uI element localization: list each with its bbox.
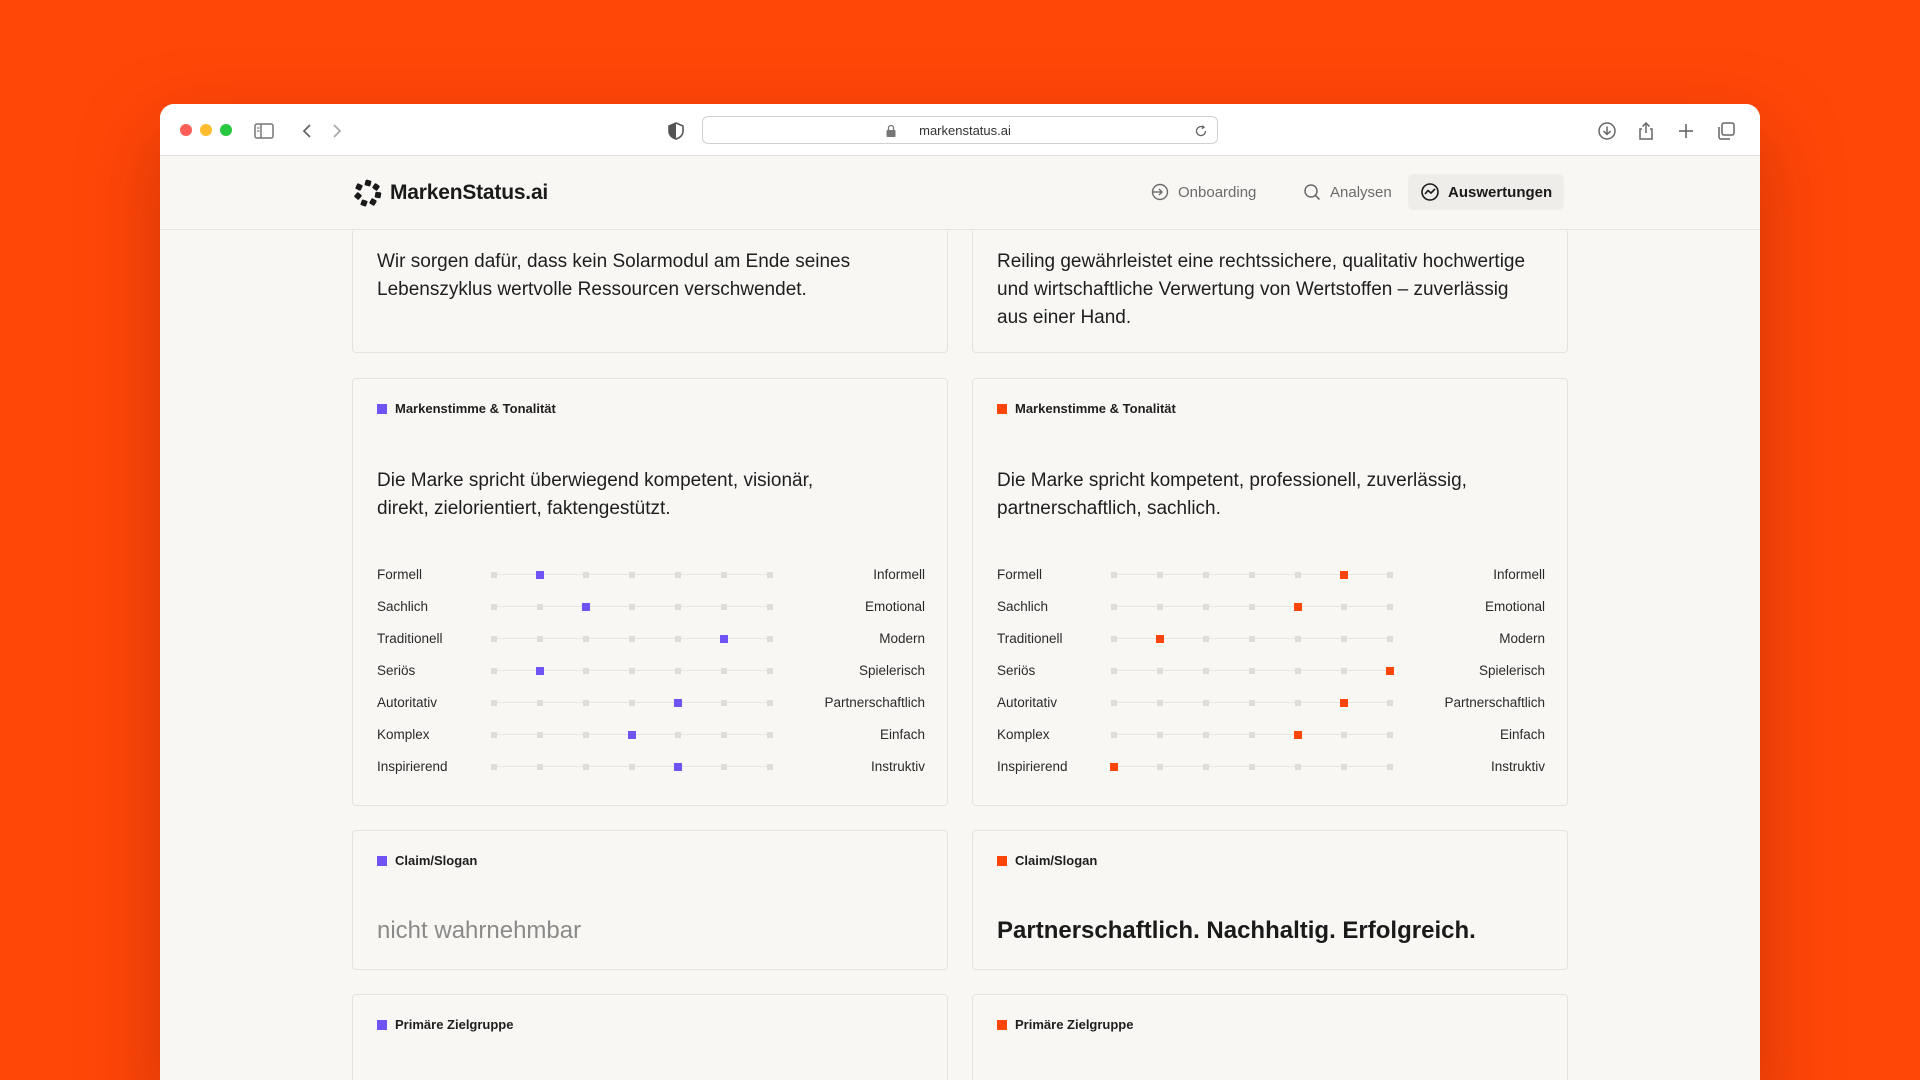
scale-dot — [1387, 732, 1393, 738]
scale-dot — [1387, 572, 1393, 578]
scale-marker — [582, 603, 590, 611]
scale-right-label: Modern — [1499, 631, 1545, 646]
scale-right-label: Instruktiv — [1490, 759, 1545, 774]
scale-dot — [491, 700, 497, 706]
tab-overview-icon[interactable] — [1715, 120, 1737, 142]
scale-right-label: Spielerisch — [1478, 663, 1545, 678]
audience-label-a — [377, 1017, 513, 1032]
scale-left-label: Traditionell — [377, 631, 443, 646]
tone-scale-row — [997, 597, 1545, 617]
scale-dot — [1341, 764, 1347, 770]
scale-dot — [675, 636, 681, 642]
scale-dot — [721, 732, 727, 738]
scale-left-label: Formell — [377, 567, 423, 582]
scale-marker — [674, 699, 682, 707]
tone-scale-row — [997, 725, 1545, 745]
scale-dot — [675, 732, 681, 738]
claim-label-b — [997, 853, 1097, 868]
scale-dot — [1341, 668, 1347, 674]
scale-right-label: Einfach — [879, 727, 925, 742]
scale-dot — [1111, 604, 1117, 610]
scale-dot — [675, 668, 681, 674]
scale-dot — [1341, 604, 1347, 610]
address-bar[interactable] — [702, 116, 1218, 144]
close-window-button[interactable] — [180, 124, 192, 136]
scale-dot — [1111, 732, 1117, 738]
scale-left-label: Komplex — [997, 727, 1050, 742]
scale-dot — [675, 572, 681, 578]
scale-right-label: Spielerisch — [858, 663, 925, 678]
scale-dot — [1203, 700, 1209, 706]
scale-dot — [629, 636, 635, 642]
scale-dot — [1295, 636, 1301, 642]
color-square-icon — [997, 1020, 1007, 1030]
color-square-icon — [997, 404, 1007, 414]
scale-right-label: Informell — [873, 567, 925, 582]
scale-right-label: Emotional — [864, 599, 925, 614]
scale-left-label: Autoritativ — [377, 695, 438, 710]
new-tab-icon[interactable] — [1675, 120, 1697, 142]
scale-dot — [1387, 764, 1393, 770]
sidebar-toggle-icon[interactable] — [253, 120, 275, 142]
scale-dot — [1341, 732, 1347, 738]
scale-dot — [1203, 668, 1209, 674]
scale-dot — [1387, 636, 1393, 642]
scale-marker — [1156, 635, 1164, 643]
scale-marker — [1294, 731, 1302, 739]
scale-dot — [1249, 764, 1255, 770]
scale-left-label: Inspirierend — [377, 759, 448, 774]
nav-analysen[interactable] — [1290, 174, 1404, 210]
scale-marker — [1110, 763, 1118, 771]
voice-text-a: Die Marke spricht überwiegend kompetent, visionär, direkt, zielorientiert, faktengestützt. — [377, 470, 814, 519]
scale-dot — [767, 636, 773, 642]
tone-scale-row — [377, 693, 925, 713]
scale-dot — [491, 636, 497, 642]
scale-left-label: Formell — [997, 567, 1043, 582]
scale-dot — [1203, 732, 1209, 738]
nav-auswertungen-label: Auswertungen — [1448, 183, 1553, 201]
scale-marker — [536, 667, 544, 675]
scale-dot — [767, 700, 773, 706]
claim-label-text-b: Claim/Slogan — [1015, 853, 1098, 868]
scale-dot — [583, 668, 589, 674]
scale-dot — [491, 732, 497, 738]
scale-dot — [1249, 636, 1255, 642]
tone-scale-row — [377, 757, 925, 777]
minimize-window-button[interactable] — [200, 124, 212, 136]
scale-dot — [537, 764, 543, 770]
scale-dot — [1387, 700, 1393, 706]
privacy-shield-icon[interactable] — [665, 120, 687, 142]
voice-label-a — [377, 401, 556, 416]
share-icon[interactable] — [1635, 120, 1657, 142]
scale-dot — [629, 572, 635, 578]
scale-dot — [537, 604, 543, 610]
claim-text-b: Partnerschaftlich. Nachhaltig. Erfolgreich. — [997, 917, 1476, 944]
tone-scale-row — [377, 597, 925, 617]
scale-marker — [1340, 699, 1348, 707]
color-square-icon — [377, 856, 387, 866]
search-icon — [1302, 182, 1322, 202]
claim-text-a: nicht wahrnehmbar — [377, 917, 582, 944]
scale-dot — [721, 700, 727, 706]
scale-right-label: Partnerschaftlich — [824, 695, 925, 710]
mission-card-a — [352, 231, 948, 353]
download-icon[interactable] — [1596, 120, 1618, 142]
claim-label-a — [377, 853, 477, 868]
scale-dot — [767, 668, 773, 674]
scale-dot — [1157, 732, 1163, 738]
color-square-icon — [997, 856, 1007, 866]
scale-marker — [536, 571, 544, 579]
browser-window — [160, 104, 1760, 1080]
color-square-icon — [377, 1020, 387, 1030]
color-square-icon — [377, 404, 387, 414]
scale-dot — [491, 604, 497, 610]
tone-scale-row — [997, 565, 1545, 585]
scale-left-label: Komplex — [377, 727, 430, 742]
scale-dot — [583, 764, 589, 770]
scale-dot — [1203, 572, 1209, 578]
voice-label-b — [997, 401, 1176, 416]
scale-dot — [629, 700, 635, 706]
scale-dot — [767, 732, 773, 738]
mission-text-a: Wir sorgen dafür, dass kein Solarmodul am Ende seines Lebenszyklus wertvolle Ressourcen verschwendet. — [377, 251, 851, 300]
scale-dot — [1157, 764, 1163, 770]
trend-circle-icon — [1420, 182, 1440, 202]
scale-dot — [1249, 604, 1255, 610]
scale-right-label: Informell — [1493, 567, 1545, 582]
tone-scale-row — [997, 661, 1545, 681]
scale-dot — [767, 764, 773, 770]
scale-dot — [583, 572, 589, 578]
scale-marker — [1340, 571, 1348, 579]
scale-dot — [1203, 636, 1209, 642]
scale-right-label: Einfach — [1499, 727, 1545, 742]
scale-dot — [1295, 700, 1301, 706]
scale-dot — [1157, 572, 1163, 578]
scale-dot — [1111, 636, 1117, 642]
audience-card-b — [972, 994, 1568, 1080]
scale-right-label: Modern — [879, 631, 925, 646]
tone-scale-row — [377, 565, 925, 585]
scale-dot — [583, 700, 589, 706]
scale-marker — [1386, 667, 1394, 675]
scale-dot — [1157, 700, 1163, 706]
claim-card-b — [972, 830, 1568, 970]
voice-text-b: Die Marke spricht kompetent, professionell, zuverlässig, partnerschaftlich, sachlich. — [997, 470, 1467, 519]
scale-dot — [767, 572, 773, 578]
tone-scale-row — [377, 629, 925, 649]
scale-dot — [537, 732, 543, 738]
scale-dot — [1295, 572, 1301, 578]
tone-scale-row — [997, 757, 1545, 777]
scale-right-label: Emotional — [1484, 599, 1545, 614]
zoom-window-button[interactable] — [220, 124, 232, 136]
scale-dot — [767, 604, 773, 610]
scale-dot — [1111, 668, 1117, 674]
scale-dot — [629, 668, 635, 674]
scale-dot — [1111, 572, 1117, 578]
reload-icon[interactable] — [1193, 123, 1209, 139]
scale-dot — [721, 572, 727, 578]
nav-onboarding-label: Onboarding — [1178, 183, 1257, 201]
scale-dot — [537, 636, 543, 642]
mission-card-b — [972, 231, 1568, 353]
scale-dot — [721, 668, 727, 674]
tone-scale-row — [377, 661, 925, 681]
url-text: markenstatus.ai — [919, 123, 1011, 138]
scale-dot — [537, 700, 543, 706]
scale-marker — [628, 731, 636, 739]
logo[interactable] — [354, 178, 548, 208]
tone-scale-row — [997, 693, 1545, 713]
scale-dot — [1249, 668, 1255, 674]
app-header — [160, 156, 1760, 230]
scale-dot — [1203, 764, 1209, 770]
scale-dot — [629, 764, 635, 770]
scale-left-label: Seriös — [997, 663, 1036, 678]
logo-text: MarkenStatus.ai — [390, 181, 549, 204]
scale-dot — [1249, 572, 1255, 578]
scale-dot — [1295, 668, 1301, 674]
audience-label-text-a: Primäre Zielgruppe — [395, 1017, 514, 1032]
audience-label-text-b: Primäre Zielgruppe — [1015, 1017, 1134, 1032]
scale-left-label: Sachlich — [377, 599, 429, 614]
tone-scale-row — [377, 725, 925, 745]
scale-dot — [1295, 764, 1301, 770]
audience-label-b — [997, 1017, 1133, 1032]
scale-dot — [1387, 604, 1393, 610]
forward-arrow-icon[interactable] — [326, 120, 348, 142]
voice-card-a — [352, 378, 948, 806]
arrow-circle-right-icon — [1150, 182, 1170, 202]
scale-dot — [583, 732, 589, 738]
scale-dot — [1111, 700, 1117, 706]
scale-dot — [583, 636, 589, 642]
scale-left-label: Seriös — [377, 663, 416, 678]
scale-dot — [1341, 636, 1347, 642]
browser-toolbar — [160, 104, 1760, 156]
voice-label-text-b: Markenstimme & Tonalität — [1015, 401, 1176, 416]
scale-right-label: Instruktiv — [870, 759, 925, 774]
scale-dot — [491, 572, 497, 578]
scale-dot — [629, 604, 635, 610]
scale-marker — [674, 763, 682, 771]
scale-dot — [1249, 700, 1255, 706]
scale-dot — [1203, 604, 1209, 610]
scale-marker — [720, 635, 728, 643]
scale-dot — [675, 604, 681, 610]
nav-analysen-label: Analysen — [1330, 183, 1392, 201]
scale-dot — [721, 764, 727, 770]
scale-marker — [1294, 603, 1302, 611]
logo-mark-icon — [354, 179, 382, 207]
back-arrow-icon[interactable] — [296, 120, 318, 142]
voice-card-b — [972, 378, 1568, 806]
scale-dot — [491, 668, 497, 674]
scale-left-label: Inspirierend — [997, 759, 1068, 774]
claim-card-a — [352, 830, 948, 970]
claim-label-text-a: Claim/Slogan — [395, 853, 478, 868]
scale-left-label: Traditionell — [997, 631, 1063, 646]
scale-left-label: Autoritativ — [997, 695, 1058, 710]
scale-left-label: Sachlich — [997, 599, 1049, 614]
tone-scale-row — [997, 629, 1545, 649]
comparison-content — [160, 231, 1760, 1080]
scale-dot — [491, 764, 497, 770]
scale-dot — [1249, 732, 1255, 738]
voice-label-text-a: Markenstimme & Tonalität — [395, 401, 556, 416]
scale-dot — [1157, 668, 1163, 674]
nav-onboarding[interactable] — [1138, 174, 1268, 210]
audience-card-a — [352, 994, 948, 1080]
nav-auswertungen[interactable] — [1408, 174, 1564, 210]
scale-dot — [1157, 604, 1163, 610]
scale-dot — [721, 604, 727, 610]
mission-text-b: Reiling gewährleistet eine rechtssichere, qualitativ hochwertige und wirtschaftliche Verwertung von Wertstoffen – zuverlässig aus einer Hand. — [997, 251, 1526, 328]
scale-right-label: Partnerschaftlich — [1444, 695, 1545, 710]
